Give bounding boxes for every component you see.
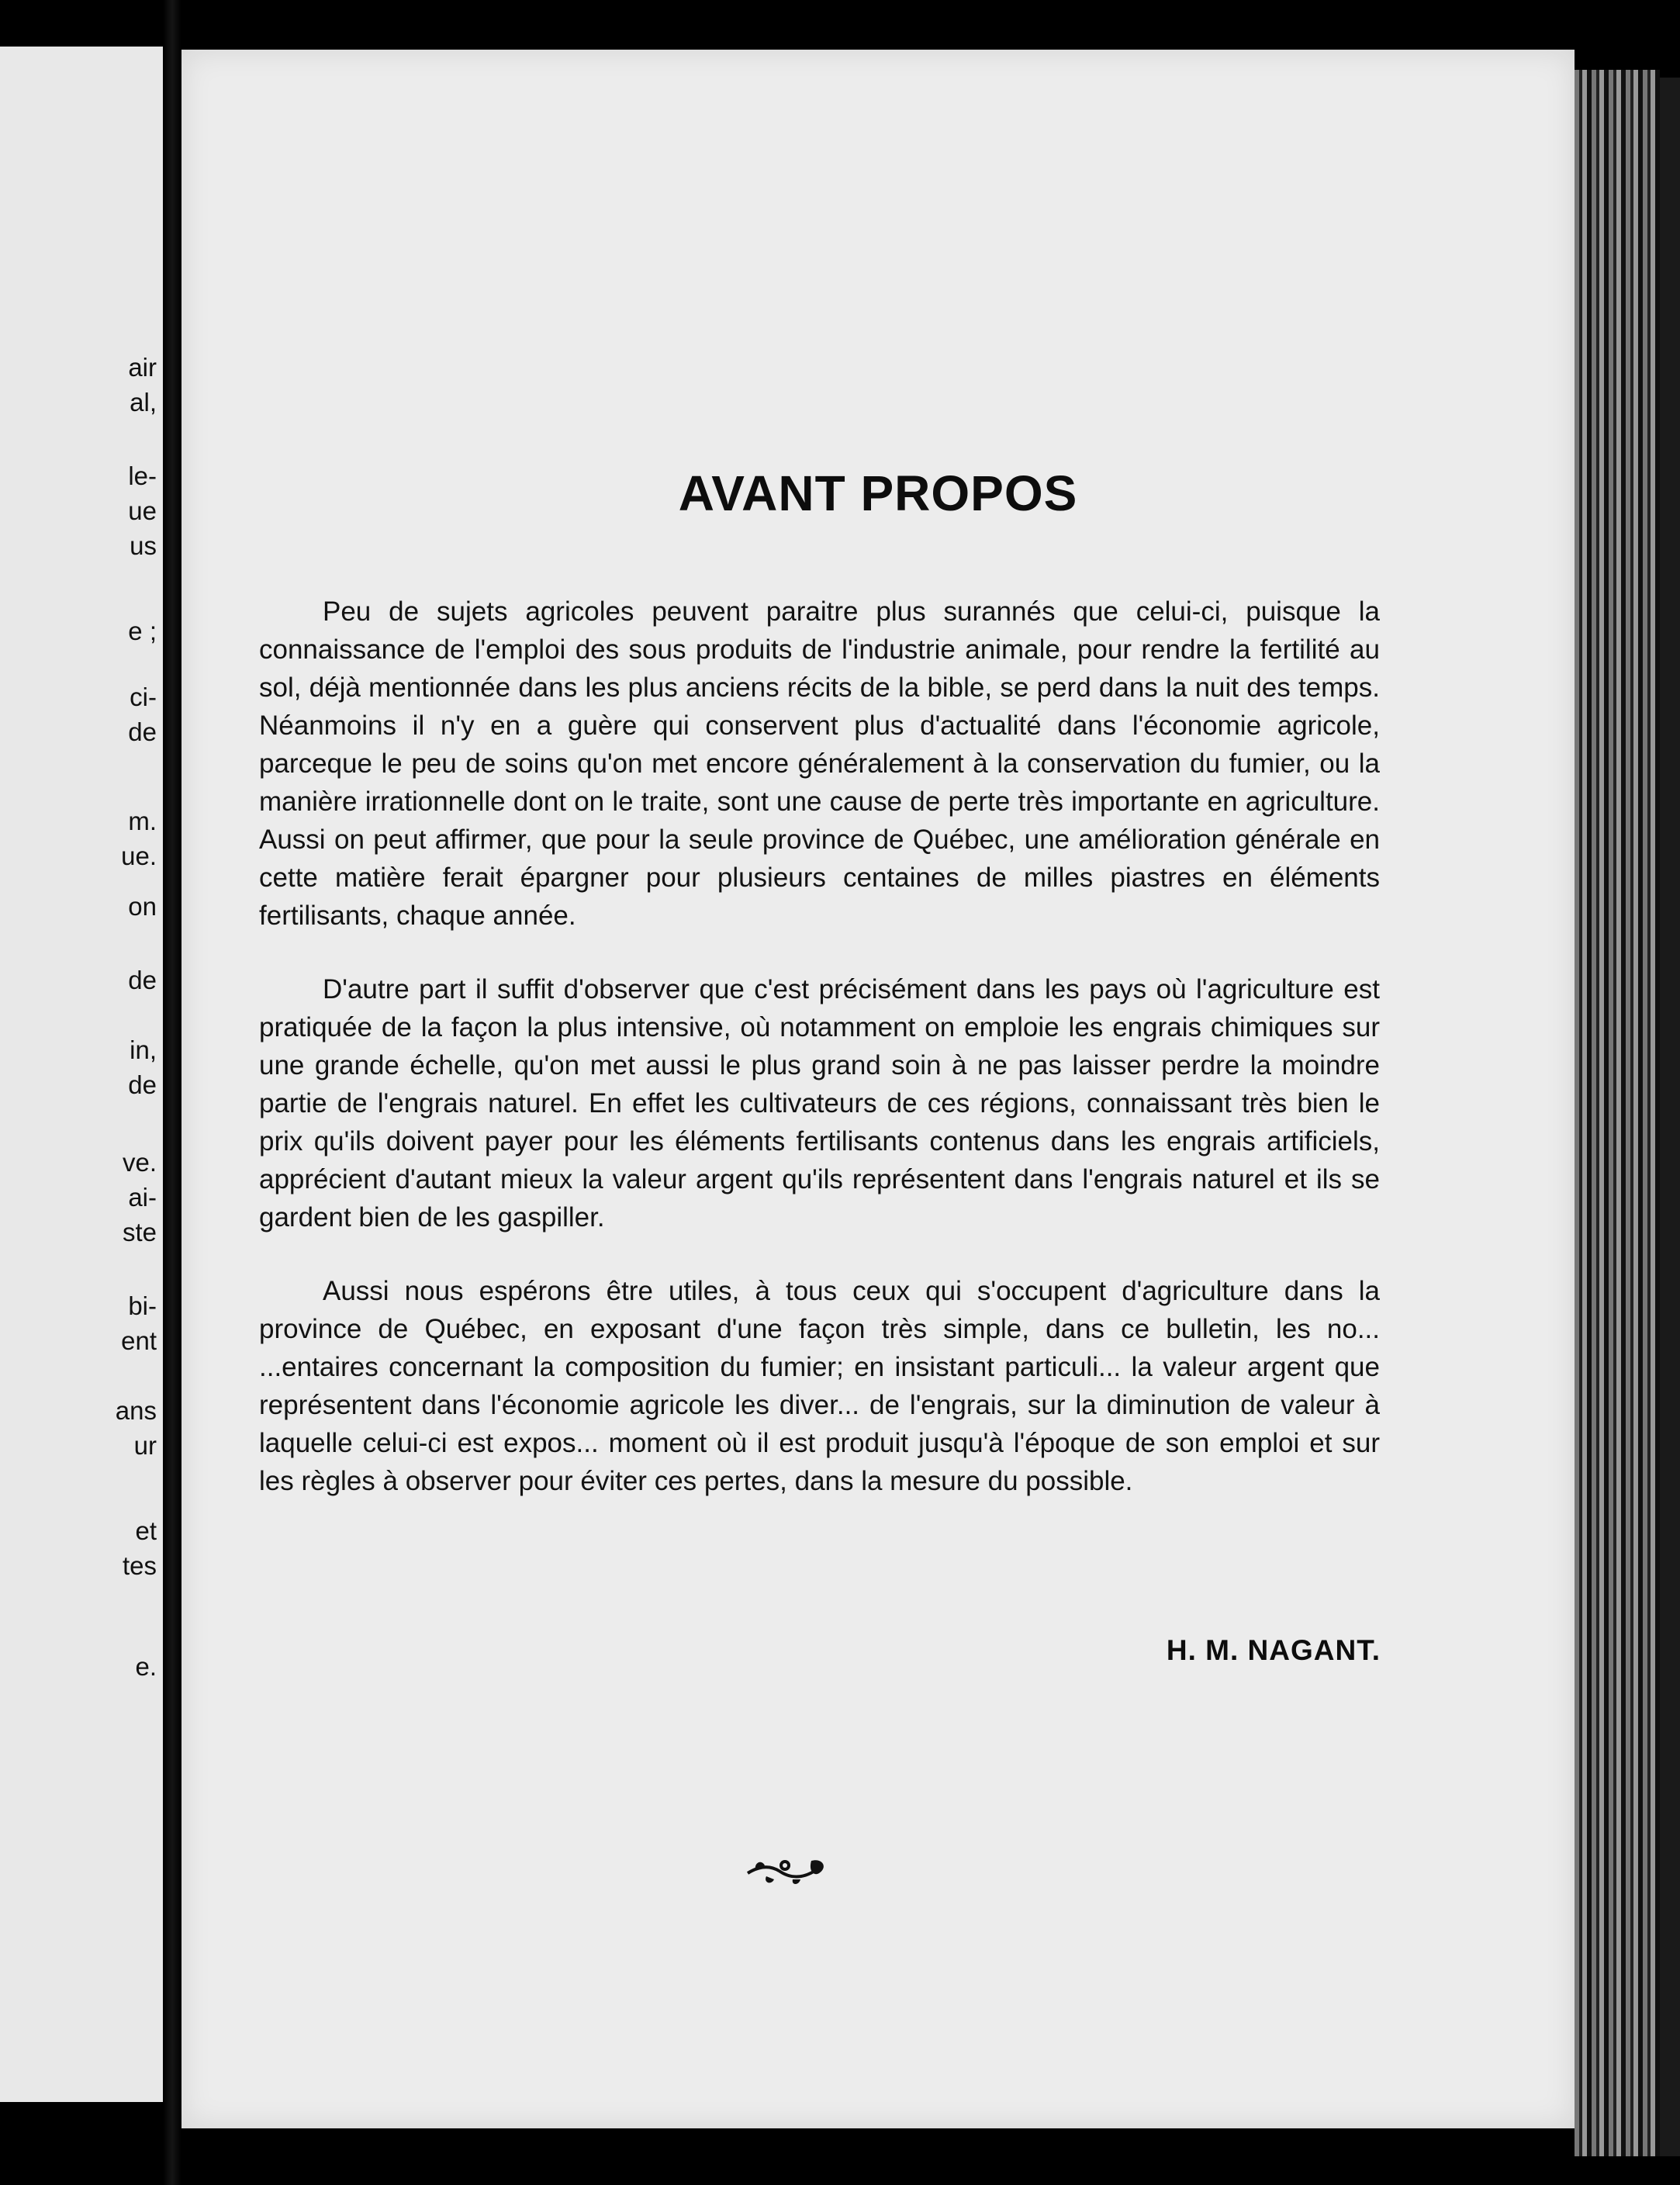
page-edges bbox=[1575, 70, 1660, 2156]
left-page-text-fragment: in, bbox=[130, 1035, 157, 1064]
floral-vignette-icon bbox=[745, 1853, 830, 1887]
paragraph-1: Peu de sujets agricoles peuvent paraitre plus surannés que celui-ci, puisque la connaissance de l'emploi des sous produits de l'industrie animale, pour rendre la fertilité au sol, déjà mentionnée dans les plus anciens récits de la bible, se perd dans la nuit des temps. Néanmoins il n'y en a guère qui conservent plus d'actualité dans l'économie agricole, parceque le peu de soins qu'on met encore généralement à la conservation du fumier, ou la manière irrationnelle dont on le traite, sont une cause de perte très importante en agriculture. Aussi on peut affirmer, que pour la seule province de Québec, une amélioration générale en cette matière ferait épargner pour plusieurs centaines de milles piastres en éléments fertilisants, chaque année. bbox=[259, 596, 1380, 931]
left-page-text-fragment: de bbox=[128, 717, 157, 746]
left-page-text-fragment: m. bbox=[128, 807, 157, 835]
document-page bbox=[181, 50, 1575, 2128]
left-page-text-fragment: de bbox=[128, 966, 157, 994]
left-page-text-fragment: ste bbox=[122, 1218, 157, 1246]
left-page-text-fragment: bi- bbox=[128, 1291, 157, 1320]
left-page-text-fragment: ue bbox=[128, 496, 157, 525]
left-page-text-fragment: on bbox=[128, 892, 157, 921]
paragraph-3: Aussi nous espérons être utiles, à tous ceux qui s'occupent d'agriculture dans la province de Québec, en exposant d'une façon très simple, dans ce bulletin, les no... ...entaires concernant la composition du fumier; en insistant particuli... la valeur argent que représentent dans l'économie agricole les diver... de l'engrais, sur la diminution de valeur à laquelle celui-ci est expos... moment où il est produit jusqu'à l'époque de son emploi et sur les règles à observer pour éviter ces pertes, dans la mesure du possible. bbox=[259, 1276, 1380, 1496]
page-title: AVANT PROPOS bbox=[678, 465, 1078, 521]
left-page-text-fragment: us bbox=[130, 531, 157, 560]
paragraph-2: D'autre part il suffit d'observer que c'est précisément dans les pays où l'agriculture est pratiquée de la façon la plus intensive, où notamment on emploie les engrais chimiques sur une grande échelle, qu'on met aussi le plus grand soin à ne pas laisser perdre la moindre partie de l'engrais naturel. En effet les cultivateurs de ces régions, connaissant très bien le prix qu'ils doivent payer pour les éléments fertilisants contenus dans les engrais artificiels, apprécient d'autant mieux la valeur argent qu'ils représentent dans l'engrais naturel et ils se gardent bien de les gaspiller. bbox=[259, 974, 1380, 1233]
left-facing-page bbox=[0, 47, 168, 2102]
left-page-text-fragment: al, bbox=[130, 388, 157, 417]
left-page-text-fragment: ai- bbox=[128, 1183, 157, 1212]
left-page-text-fragment: ve. bbox=[122, 1148, 157, 1177]
left-page-text-fragment: e ; bbox=[128, 617, 157, 645]
left-page-text-fragment: de bbox=[128, 1070, 157, 1099]
binding-gutter bbox=[163, 0, 181, 2185]
left-page-text-fragment: air bbox=[128, 353, 157, 382]
left-page-text-fragment: ci- bbox=[130, 683, 157, 711]
left-page-text-fragment: le- bbox=[128, 462, 157, 490]
book-cover-edge bbox=[1660, 78, 1680, 2156]
left-page-text-fragment: tes bbox=[122, 1551, 157, 1580]
left-page-text-fragment: et bbox=[135, 1516, 157, 1545]
left-page-text-fragment: ent bbox=[121, 1326, 157, 1355]
left-page-text-fragment: ue. bbox=[121, 842, 157, 870]
foreword-body bbox=[259, 593, 1380, 1536]
author-signature: H. M. NAGANT. bbox=[1166, 1634, 1381, 1666]
left-page-text-fragment: ur bbox=[133, 1431, 157, 1460]
left-page-text-fragment: e. bbox=[135, 1652, 157, 1681]
left-page-text-fragment: ans bbox=[115, 1396, 157, 1425]
